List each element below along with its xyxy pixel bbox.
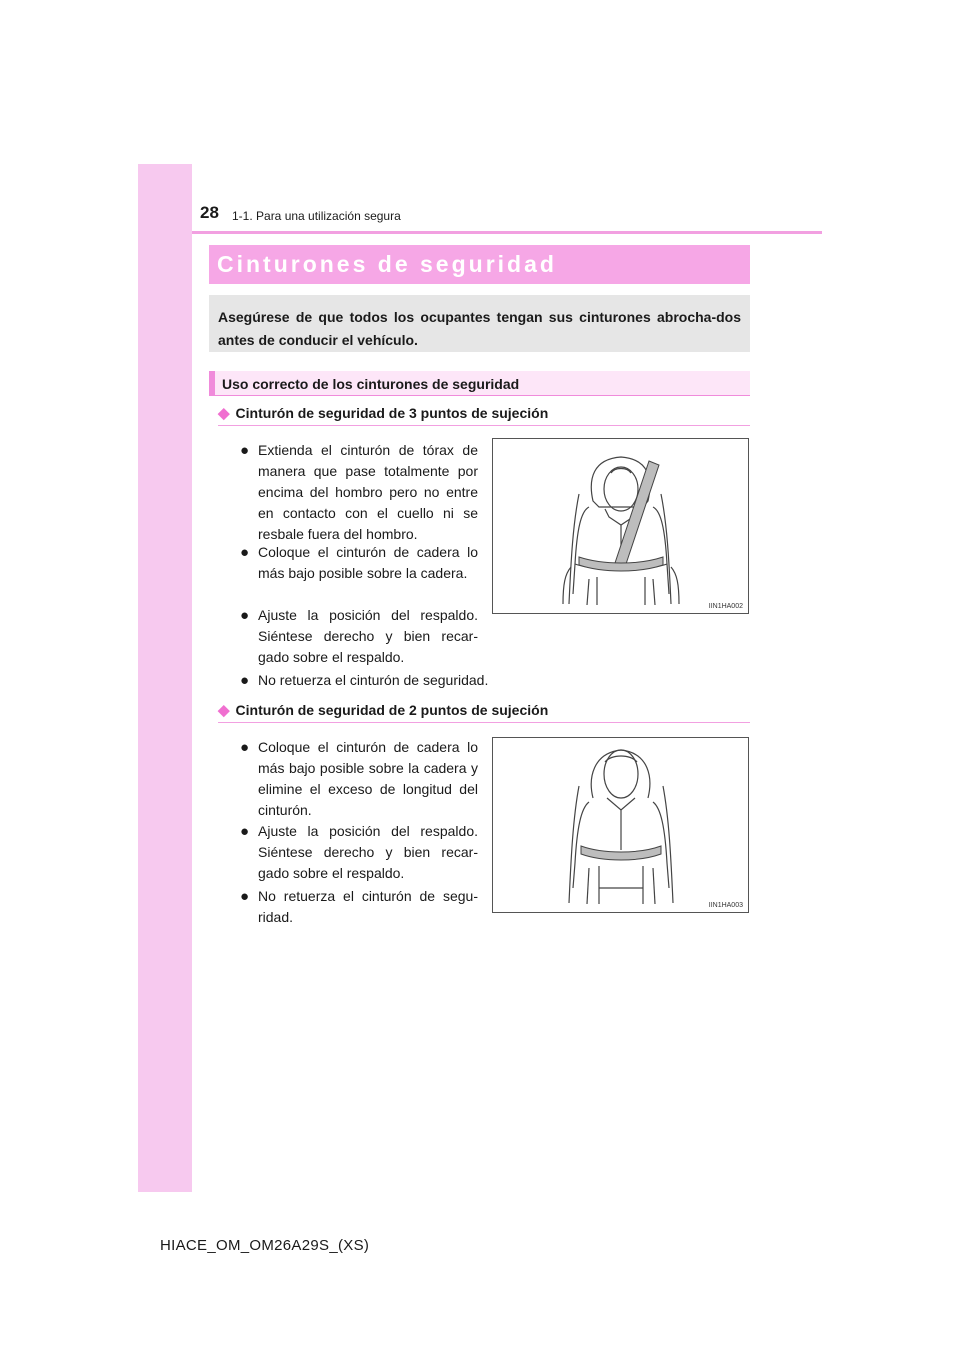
bullet-icon: ● [240,823,250,840]
title-bar [209,245,750,284]
three-point-heading: ◆ Cinturón de seguridad de 3 puntos de sujeción [218,405,549,422]
footer-doc-code: HIACE_OM_OM26A29S_(XS) [160,1237,370,1254]
page-number: 28 [200,203,219,222]
diamond-icon: ◆ [218,405,230,422]
subsection-header [209,371,750,396]
three-point-belt-illustration [492,438,749,614]
bullet-icon: ● [240,739,250,756]
section-breadcrumb: 1-1. Para una utilización segura [232,209,401,223]
two-point-heading: ◆ Cinturón de seguridad de 2 puntos de sujeción [218,702,549,719]
figure-code: IIN1HA003 [708,902,743,909]
intro-note: Asegúrese de que todos los ocupantes tengan sus cinturones abrocha-dos antes de conducir el vehículo. [209,295,750,352]
subsection-title: Uso correcto de los cinturones de seguridad [222,376,520,392]
bullet-icon: ● [240,544,250,561]
side-tab [138,164,192,1192]
two-point-belt-illustration [492,737,749,913]
bullet-icon: ● [240,672,250,689]
bullet-icon: ● [240,442,250,459]
heading-divider [218,425,750,426]
bullet-icon: ● [240,607,250,624]
figure-code: IIN1HA002 [708,603,743,610]
heading-divider [218,722,750,723]
header-divider [192,231,822,234]
seated-person-2pt-icon [493,738,750,914]
diamond-icon: ◆ [218,702,230,719]
page-title: Cinturones de seguridad [217,251,557,277]
bullet-icon: ● [240,888,250,905]
seated-person-3pt-icon [493,439,750,615]
